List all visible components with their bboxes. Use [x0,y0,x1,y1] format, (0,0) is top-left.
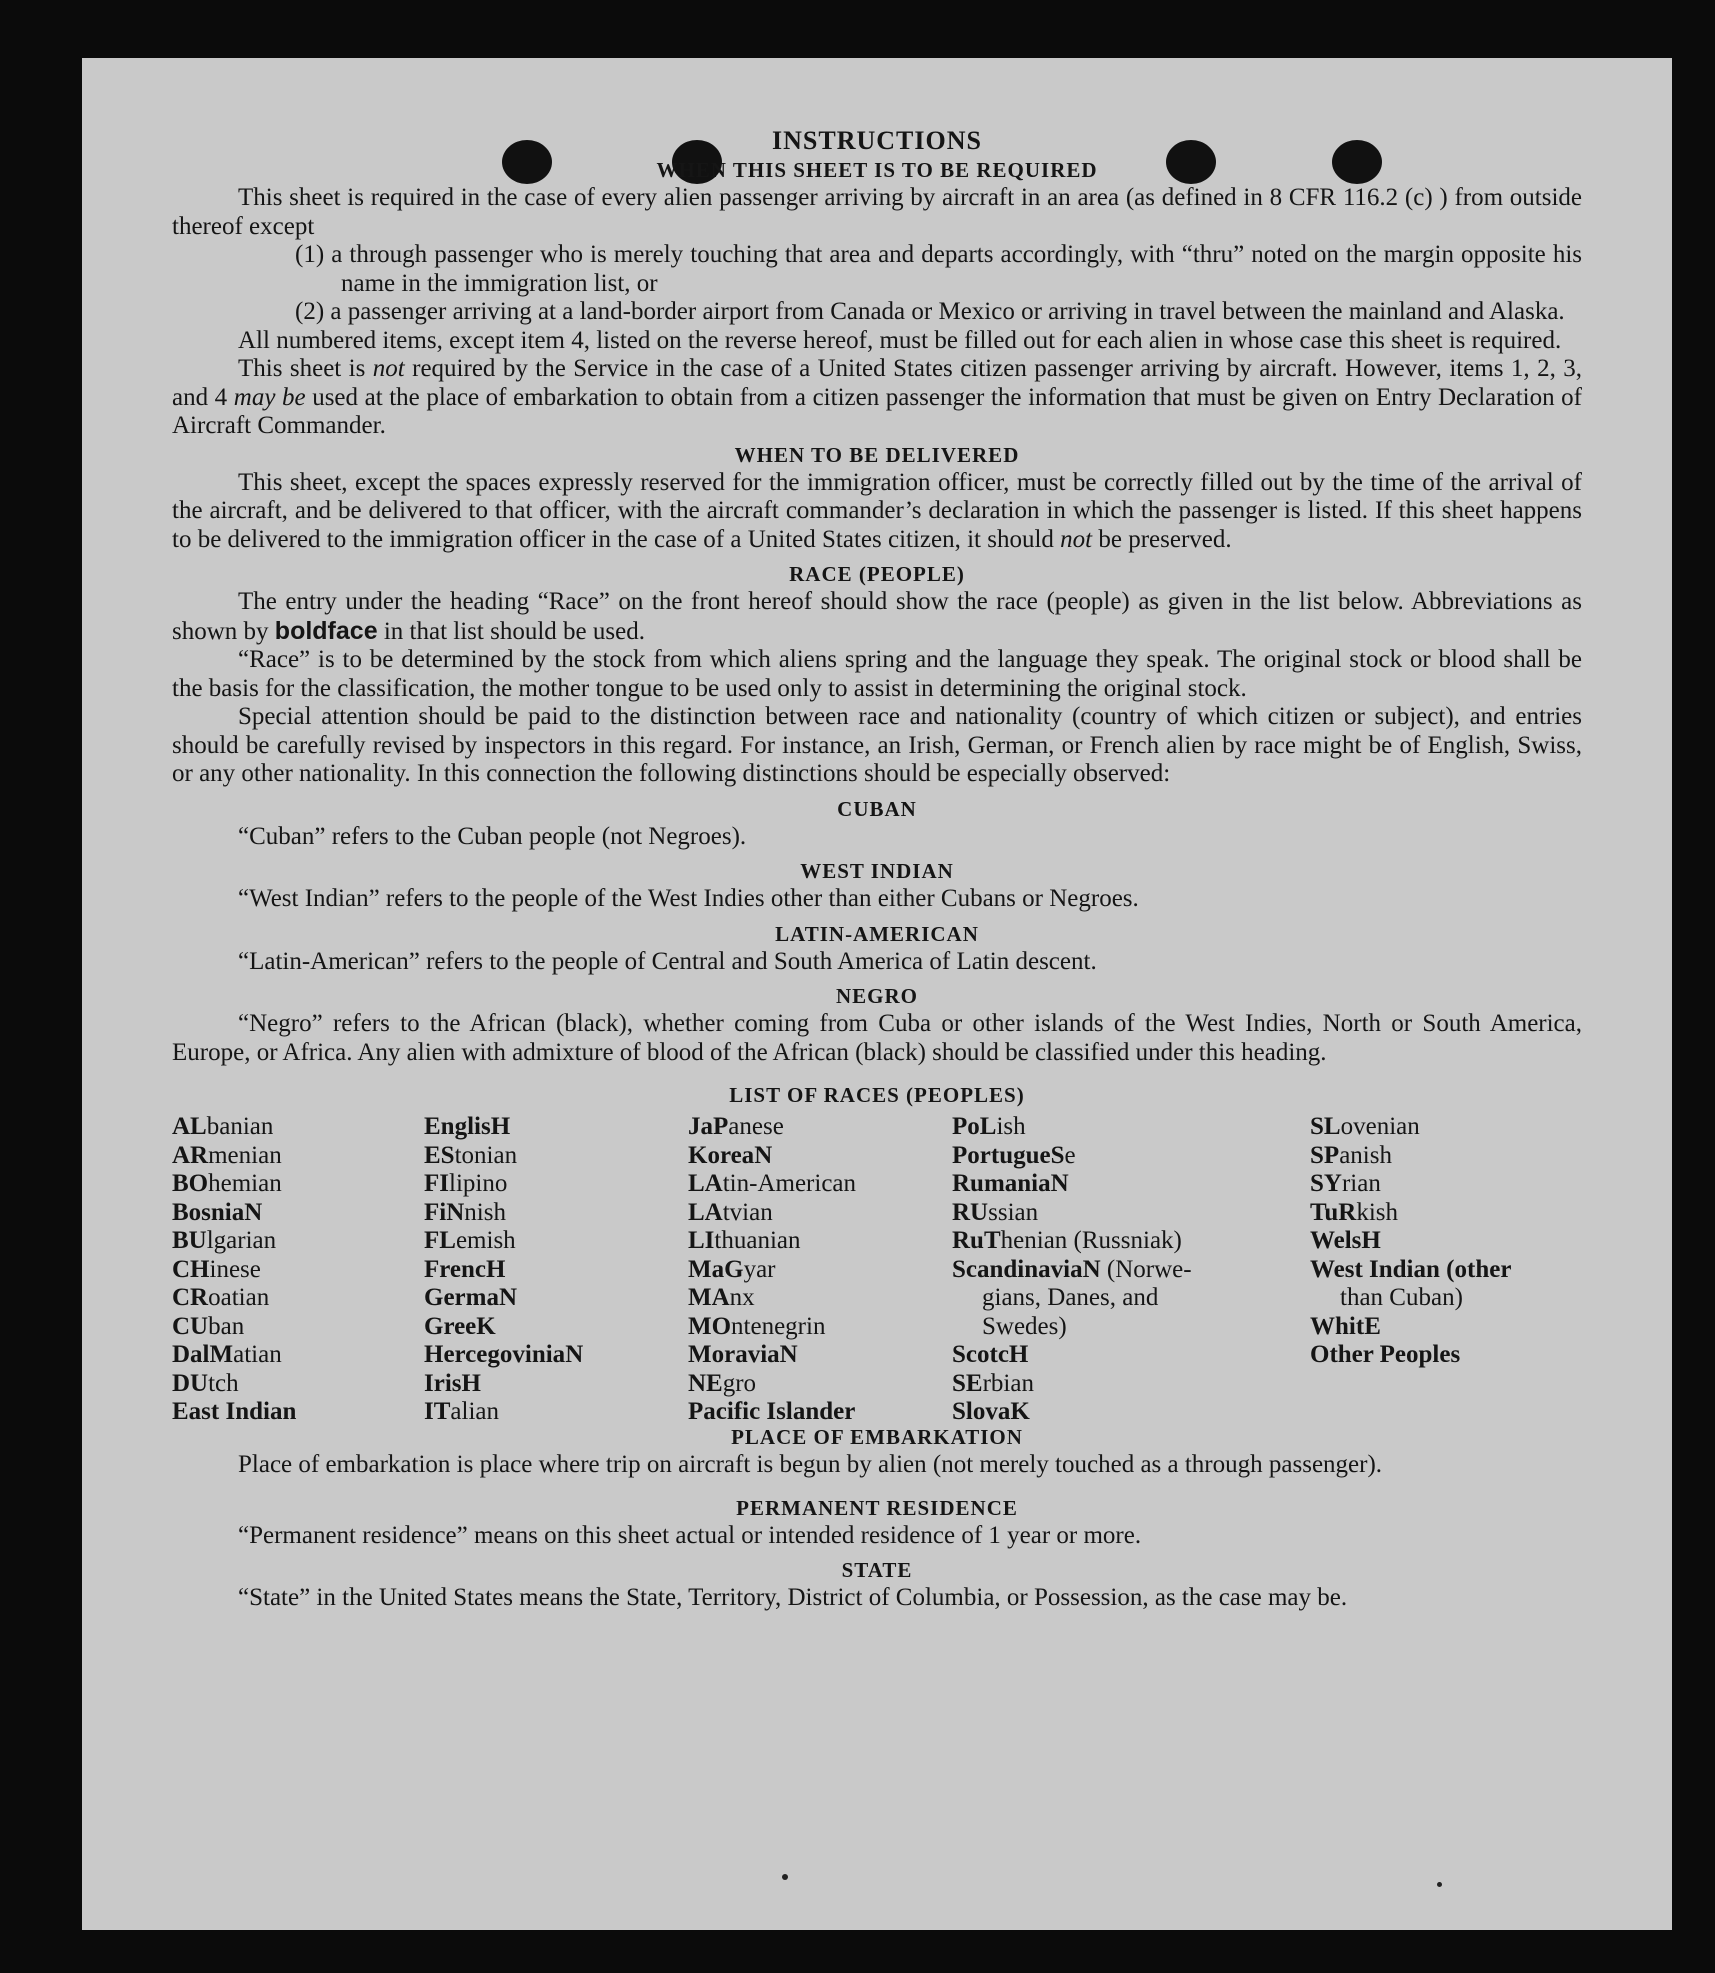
race-entry: ARmenian [172,1141,282,1169]
race-entry: RuThenian (Russniak) [952,1227,1182,1254]
race-entry: Swedes) [982,1312,1067,1340]
race-entry: LAtin-American [688,1170,857,1197]
heading-negro: NEGRO [835,984,918,1008]
instructions-content [172,126,1582,1613]
race-entry: FIlipino [424,1170,508,1197]
race-entry: DUtch [172,1369,239,1397]
race-entry: gians, Danes, and [982,1284,1159,1311]
race-entry: NEgro [688,1369,757,1397]
race-entry: MaGyar [688,1255,776,1283]
race-entry: SlovaK [952,1398,1030,1425]
race-entry: CRoatian [172,1284,270,1311]
heading-cuban: CUBAN [837,796,917,821]
race-entry: PoLish [952,1113,1026,1140]
race-entry: ITalian [424,1398,499,1425]
heading-permanent-residence: PERMANENT RESIDENCE [736,1495,1018,1520]
heading-when-required: WHEN THIS SHEET IS TO BE REQUIRED [656,158,1098,182]
race-entry: SYrian [1310,1170,1381,1197]
race-entry: BosniaN [172,1198,263,1226]
race-entry: GreeK [424,1312,496,1340]
paragraph: All numbered items, except item 4, listed on the reverse hereof, must be filled out for each alien in whose case this sheet is required. [238,326,1562,354]
races-column [688,1113,856,1427]
race-entry: West Indian (other [1310,1255,1512,1283]
race-entry: HercegoviniaN [424,1341,584,1368]
list-item: (2) a passenger arriving at a land-border airport from Canada or Mexico or arriving in travel between the mainland and Alaska. [295,298,1565,325]
race-entry: MAnx [688,1284,755,1311]
definition-negro: “Negro” refers to the African (black), whether coming from Cuba or other islands of the West Indies, North or South America, Europe, or Africa. Any alien with admixture of blood of the African (black) should be classified under this heading. [172,1010,1582,1066]
paragraph: Place of embarkation is place where trip on aircraft is begun by alien (not merely touched as a through passenger). [238,1451,1383,1478]
definition-west-indian: “West Indian” refers to the people of the West Indies other than either Cubans or Negroes. [238,885,1139,912]
race-entry: LAtvian [688,1198,773,1226]
race-entry: BUlgarian [172,1227,277,1254]
races-column [424,1113,583,1427]
race-entry: PortugueSe [952,1141,1076,1169]
list-item: (1) a through passenger who is merely touching that area and departs accordingly, with “thru” noted on the margin opposite his name in the immigration list, or [295,241,1582,297]
race-entry: RUssian [952,1198,1039,1226]
race-entry: ScandinaviaN (Norwe- [952,1255,1192,1283]
race-entry: CHinese [172,1255,261,1283]
race-entry: MoraviaN [688,1341,798,1368]
race-entry: CUban [172,1312,245,1340]
race-entry: ScotcH [952,1341,1029,1368]
paragraph: This sheet is not required by the Service in the case of a United States citizen passenger arriving by aircraft. However, items 1, 2, 3, and 4 may be used at the place of embarkation to obtain from a citizen passenger the information that must be given on Entry Declaration of Aircraft Commander. [172,355,1582,439]
heading-state: STATE [841,1558,913,1582]
speck [782,1874,788,1880]
race-entry: SErbian [952,1369,1034,1397]
paragraph: Special attention should be paid to the distinction between race and nationality (country of which citizen or subject), and entries should be carefully revised by inspectors in this regard. For instance, an Irish, German, or French alien by race might be of English, Swiss, or any other nationality. In this connection the following distinctions should be especially observed: [172,703,1582,787]
heading-list-of-races: LIST OF RACES (PEOPLES) [729,1083,1025,1107]
race-entry: FrencH [424,1255,506,1283]
race-entry: MOntenegrin [688,1312,826,1340]
paragraph: This sheet, except the spaces expressly reserved for the immigration officer, must be correctly filled out by the time of the arrival of the aircraft, and be delivered to that officer, with the aircraft commander’s declaration in which the passenger is listed. If this sheet happens to be delivered to the immigration officer in the case of a United States citizen, it should not be preserved. [172,468,1582,553]
race-entry: WelsH [1310,1227,1381,1254]
race-entry: SLovenian [1310,1113,1420,1140]
race-entry: DalMatian [172,1341,282,1368]
race-entry: SPanish [1310,1141,1392,1169]
race-entry: Other Peoples [1310,1341,1461,1368]
definition-latin-american: “Latin-American” refers to the people of Central and South America of Latin descent. [238,947,1097,975]
race-entry: East Indian [172,1398,297,1425]
race-entry: RumaniaN [952,1170,1069,1197]
races-list [172,1113,1582,1423]
race-entry: than Cuban) [1340,1284,1463,1311]
paragraph: “Race” is to be determined by the stock from which aliens spring and the language they speak. The original stock or blood shall be the basis for the classification, the mother tongue to be used only to assist in determining the original stock. [172,646,1582,702]
heading-when-delivered: WHEN TO BE DELIVERED [734,442,1020,467]
heading-place-of-embarkation: PLACE OF EMBARKATION [731,1425,1023,1449]
speck [1437,1882,1442,1887]
races-column [172,1113,296,1427]
paragraph: “Permanent residence” means on this sheet actual or intended residence of 1 year or more. [238,1521,1142,1549]
race-entry: FiNnish [424,1198,506,1226]
heading-latin-american: LATIN-AMERICAN [775,921,979,946]
paragraph: The entry under the heading “Race” on the front hereof should show the race (people) as given in the list below. Abbreviations as shown by boldface in that list should be used. [172,588,1582,645]
race-entry: EStonian [424,1141,518,1169]
race-entry: Pacific Islander [688,1398,856,1425]
race-entry: EnglisH [424,1113,511,1140]
definition-cuban: “Cuban” refers to the Cuban people (not Negroes). [238,822,747,850]
race-entry: WhitE [1310,1312,1381,1340]
paragraph: “State” in the United States means the State, Territory, District of Columbia, or Possession, as the case may be. [238,1584,1348,1611]
races-column [952,1113,1192,1427]
race-entry: JaPanese [688,1113,784,1140]
race-entry: LIthuanian [688,1227,801,1254]
paragraph: This sheet is required in the case of every alien passenger arriving by aircraft in an area (as defined in 8 CFR 116.2 (c) ) from outside thereof except [172,184,1582,240]
heading-race: RACE (PEOPLE) [789,562,965,586]
races-column [1310,1113,1511,1370]
race-entry: ALbanian [172,1113,274,1140]
race-entry: FLemish [424,1227,516,1254]
page-title: INSTRUCTIONS [772,126,982,155]
race-entry: GermaN [424,1284,518,1311]
race-entry: TuRkish [1310,1198,1399,1226]
race-entry: KoreaN [688,1141,773,1169]
race-entry: BOhemian [172,1170,282,1197]
race-entry: IrisH [424,1369,481,1397]
heading-west-indian: WEST INDIAN [800,859,954,883]
